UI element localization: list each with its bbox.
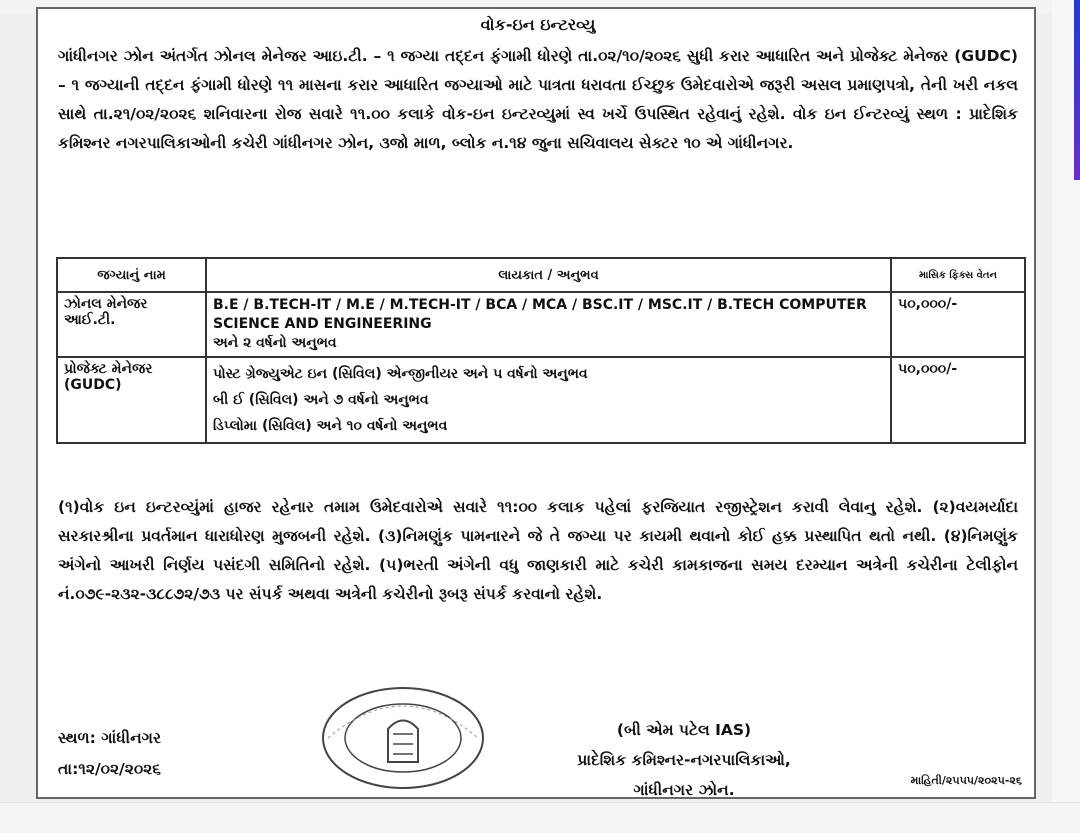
notice-conditions: (૧)વોક ઇન ઇન્ટરવ્યુંમાં હાજર રહેનાર તમામ ઉમેદવારોએ સવારે ૧૧:૦૦ કલાક પહેલાં ફરજિયાત રજીસ્ટ્રેશન કરાવી લેવાનુ રહેશે. (૨)વયમર્યાદા સરકારશ્રીના પ્રવર્તમાન ધારાધોરણ મુજબની રહેશે. (૩)નિમણુંક પામનારને જે તે જગ્યા પર કાયમી થવાનો કોઈ હક્ક પ્રસ્થાપિત થતો નથી. (૪)નિમણુંક અંગેનો આખરી નિર્ણય પસંદગી સમિતિનો રહેશે. (૫)ભરતી અંગેની વધુ જાણકારી માટે કચેરી કામકાજના સમય દરમ્યાન અત્રેની કચેરીના ટેલીફોન નં.૦૭૯-૨૩૨-૩૮૮૭૨/૭૩ પર સંપર્ક અથવા અત્રેની કચેરીનો રૂબરૂ સંપર્ક કરવાનો રહેશે. [58, 498, 1018, 603]
signature-block [514, 715, 854, 805]
header-post: જગ્યાનું નામ [57, 258, 206, 292]
date-line: તા:૧૨/૦૨/૨૦૨૬ [58, 760, 161, 778]
browser-bottom-bar [0, 802, 1080, 833]
qualification-line: ડિપ્લોમા (સિવિલ) અને ૧૦ વર્ષનો અનુભવ [213, 418, 448, 434]
notice-intro: ગાંધીનગર ઝોન અંતર્ગત ઝોનલ મેનેજર આઇ.ટી. – ૧ જગ્યા તદ્દન ફંગામી ધોરણે તા.૦૨/૧૦/૨૦૨૬ સુધી કરાર આધારિત અને પ્રોજેક્ટ મેનેજર (GUDC) – ૧ જગ્યાની તદ્દન ફંગામી ધોરણે ૧૧ માસના કરાર આધારિત જગ્યાઓ માટે પાત્રતા ધરાવતા ઈચ્છુક ઉમેદવારોએ જરૂરી અસલ પ્રમાણપત્રો, તેની ખરી નકલ સાથે તા.૨૧/૦૨/૨૦૨૬ શનિવારના રોજ સવારે ૧૧.૦૦ કલાકે વોક-ઇન ઇન્ટરવ્યુમાં સ્વ ખર્ચે ઉપસ્થિત રહેવાનું રહેશે. વોક ઇન ઈન્ટરવ્યું સ્થળ : પ્રાદેશિક કમિશ્નર નગરપાલિકાઓની કચેરી ગાંધીનગર ઝોન, ૩જો માળ, બ્લોક ન.૧૪ જુના સચિવાલય સેક્ટર ૧૦ એ ગાંધીનગર. [58, 47, 1018, 152]
qualification-cell [206, 357, 891, 443]
signatory-designation: પ્રાદેશિક કમિશ્નર-નગરપાલિકાઓ, [577, 751, 791, 769]
qualification-cell [206, 292, 891, 357]
signatory-name: (બી એમ પટેલ IAS) [616, 721, 752, 739]
header-salary: માસિક ફિક્સ વેતન [891, 258, 1025, 292]
side-panel [1052, 0, 1080, 833]
place-line: સ્થળ: ગાંધીનગર [58, 729, 161, 747]
table-header-row [57, 258, 1025, 292]
scrollbar-indicator[interactable] [1074, 0, 1080, 180]
job-table [56, 257, 1026, 444]
table-row [57, 357, 1025, 443]
reference-number: માહિતી/૨૫૫૫/૨૦૨૫-૨૬ [910, 774, 1022, 787]
post-name: પ્રોજેક્ટ મેનેજર (GUDC) [57, 357, 206, 443]
header-qualification: લાયકાત / અનુભવ [206, 258, 891, 292]
post-name: ઝોનલ મેનેજર આઈ.ટી. [57, 292, 206, 357]
official-seal-icon [318, 684, 488, 792]
salary-value: ૫૦,૦૦૦/- [891, 292, 1025, 357]
qualification-line: બી ઈ (સિવિલ) અને ૭ વર્ષનો અનુભવ [213, 392, 429, 408]
qualification-line: B.E / B.TECH-IT / M.E / M.TECH-IT / BCA / MCA / BSC.IT / MSC.IT / B.TECH COMPUTER SCIENCE AND ENGINEERING [213, 297, 867, 332]
qualification-line: અને ૨ વર્ષનો અનુભવ [213, 335, 337, 351]
place-date-block [58, 723, 161, 785]
signatory-zone: ગાંધીનગર ઝોન. [633, 781, 735, 799]
salary-value: ૫૦,૦૦૦/- [891, 357, 1025, 443]
table-row [57, 292, 1025, 357]
qualification-line: પોસ્ટ ગ્રેજ્યુએટ ઇન (સિવિલ) એન્જીનીયર અને ૫ વર્ષનો અનુભવ [213, 366, 588, 382]
newspaper-notice [36, 7, 1036, 799]
notice-title: વોક-ઇન ઇન્ટરવ્યુ [480, 15, 596, 34]
